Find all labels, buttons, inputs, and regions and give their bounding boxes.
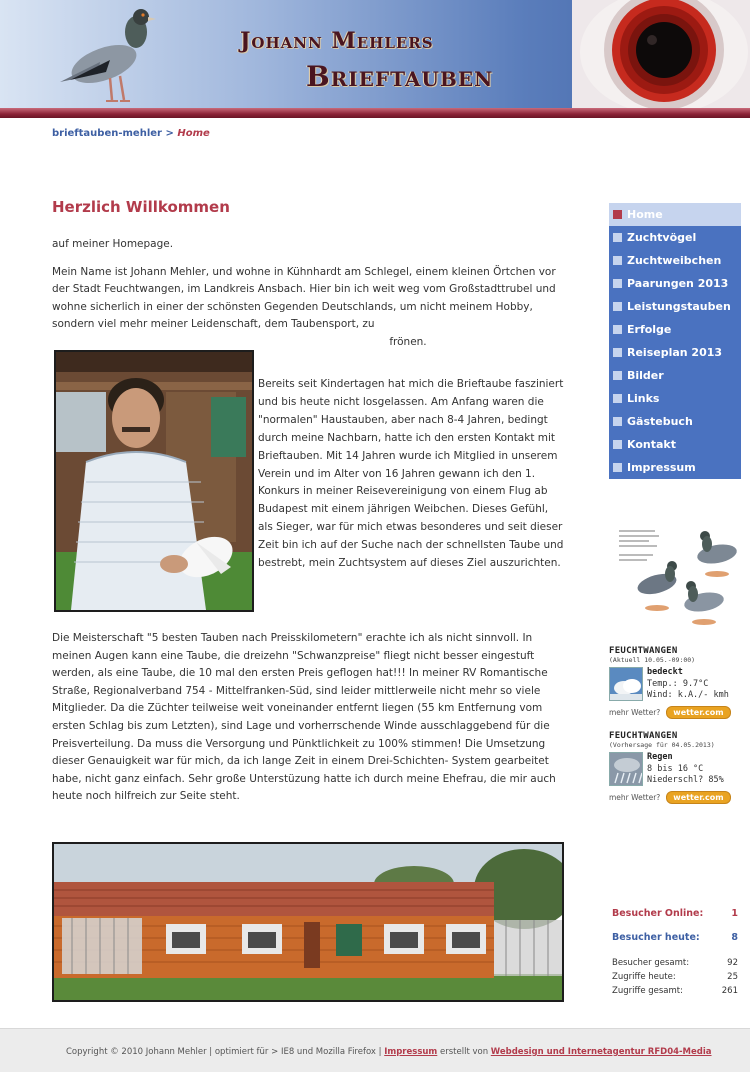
square-bullet-icon <box>613 210 622 219</box>
square-bullet-icon <box>613 256 622 265</box>
weather-timestamp: (Aktuell 10.05.-09:00) <box>609 656 696 664</box>
weather-wind: Wind: k.A./- kmh <box>647 690 729 700</box>
stat-value: 25 <box>727 972 738 982</box>
weather-widget-current <box>609 646 739 719</box>
visitors-today-label: Besucher heute: <box>612 932 700 943</box>
breadcrumb-current: Home <box>177 128 210 139</box>
photo-johann-mehler <box>54 350 254 612</box>
pigeon-eye-image <box>572 0 750 108</box>
main-content <box>52 198 564 803</box>
stat-row <box>612 956 738 970</box>
weather-location: FEUCHTWANGEN <box>609 646 678 656</box>
square-bullet-icon <box>613 371 622 380</box>
weather-temperature-range: 8 bis 16 °C <box>647 763 704 774</box>
sidebar-item-label: Impressum <box>627 461 696 474</box>
wetter-com-button[interactable]: wetter.com <box>666 791 730 804</box>
stat-value: 92 <box>727 958 738 968</box>
square-bullet-icon <box>613 302 622 311</box>
cloudy-weather-icon <box>609 667 643 701</box>
breadcrumb <box>52 128 210 139</box>
intro-text: auf meiner Homepage. <box>52 238 174 250</box>
footer-created-by: erstellt von <box>440 1047 489 1057</box>
footer-copyright: Copyright © 2010 Johann Mehler | optimiert für > IE8 und Mozilla Firefox | <box>66 1047 382 1057</box>
square-bullet-icon <box>613 348 622 357</box>
sidebar-item-label: Reiseplan 2013 <box>627 346 723 359</box>
sidebar-item-leistungstauben[interactable] <box>609 295 741 318</box>
sidebar-item-label: Kontakt <box>627 438 676 451</box>
sidebar-item-label: Paarungen 2013 <box>627 277 729 290</box>
paragraph-2: Bereits seit Kindertagen hat mich die Brieftaube fasziniert und bis heute nicht losgelassen. Am Anfang waren die "normalen" Haustauben, aber nach 8-4 Jahren, bedingt durch meine Nachbarn, hatte ich den ersten Kontakt mit Brieftauben. Mit 14 Jahren wurde ich Mitglied in unserem Verein und im Alter von 16 Jahren gewann ich den 1. Konkurs in meiner Reisevereinigung von einem Flug ab Budapest mit einem jährigen Weibchen. Dieses Gefühl, als Sieger, war für mich etwas besonderes und seit dieser Zeit bin ich auf der Suche nach der schnellsten Taube und bestrebt, mein Zuchtsystem auf dieses Ziel auszurichten. <box>258 378 564 570</box>
square-bullet-icon <box>613 463 622 472</box>
footer-agency-link[interactable]: Webdesign und Internetagentur RFD04-Media <box>490 1047 712 1057</box>
sidebar-item-zuchtvögel[interactable] <box>609 226 741 249</box>
sidebar-item-reiseplan-2013[interactable] <box>609 341 741 364</box>
footer-text <box>66 1047 712 1057</box>
sidebar-item-label: Gästebuch <box>627 415 693 428</box>
header-title-line1: Johann Mehlers <box>240 28 434 54</box>
photo-pigeon-loft <box>52 842 564 1002</box>
square-bullet-icon <box>613 440 622 449</box>
sidebar-item-zuchtweibchen[interactable] <box>609 249 741 272</box>
square-bullet-icon <box>613 233 622 242</box>
footer-impressum-link[interactable]: Impressum <box>384 1047 438 1057</box>
sidebar-item-kontakt[interactable] <box>609 433 741 456</box>
stat-label: Besucher gesamt: <box>612 958 690 968</box>
paragraph-3: Die Meisterschaft "5 besten Tauben nach Preisskilometern" erachte ich als nicht sinnvoll. In meinen Augen kann eine Taube, die dreizehn "Schwanzpreise" fliegt nicht besser eingestuft werden, als eine Taube, die 10 mal den ersten Preis geflogen hat!!! In meiner RV Romantische Straße, Regionalverband 754 - Mittelfranken-Süd, sind leider mittlerweile nicht mehr so viele Mitglieder. Da die Züchter teilweise weit voneinander entfernt liegen (55 km Entfernung vom ersten Schlag bis zum Letzten), sind Lage und vorherrschende Winde ausschlaggebend für die Preisverteilung. Da muss die Versorgung und Pünktlichkeit zu 100% stimmen! Die Umsetzung dieser Genauigkeit war für mich, da ich lange Zeit in einem Drei-Schichten- System gearbeitet habe, nicht ganz einfach. Sehr große Unterstüzung hatte ich durch meine Ehefrau, die mir auch heute noch hilfreich zur Seite steht. <box>52 632 556 803</box>
stat-label: Zugriffe heute: <box>612 972 676 982</box>
sidebar-item-label: Home <box>627 208 663 221</box>
sidebar-item-impressum[interactable] <box>609 456 741 479</box>
stat-row <box>612 970 738 984</box>
more-weather-label: mehr Wetter? <box>609 707 661 717</box>
sidebar-item-links[interactable] <box>609 387 741 410</box>
sidebar-item-label: Links <box>627 392 660 405</box>
sidebar-item-home[interactable] <box>609 203 741 226</box>
visitor-counter <box>612 908 738 998</box>
square-bullet-icon <box>613 394 622 403</box>
weather-forecast-date: (Vorhersage für 04.05.2013) <box>609 741 715 749</box>
visitors-online-value: 1 <box>731 908 738 919</box>
sidebar-nav <box>609 203 741 479</box>
stat-label: Zugriffe gesamt: <box>612 986 683 996</box>
breadcrumb-root-link[interactable]: brieftauben-mehler <box>52 128 162 139</box>
sidebar-item-bilder[interactable] <box>609 364 741 387</box>
sidebar-item-label: Leistungstauben <box>627 300 731 313</box>
sidebar-item-label: Bilder <box>627 369 664 382</box>
square-bullet-icon <box>613 279 622 288</box>
header-title-line2: Brieftauben <box>306 60 494 93</box>
sidebar-item-label: Erfolge <box>627 323 672 336</box>
weather-location: FEUCHTWANGEN <box>609 731 678 741</box>
visitors-today-value: 8 <box>731 932 738 943</box>
sidebar-item-paarungen-2013[interactable] <box>609 272 741 295</box>
header-stripe <box>0 108 750 118</box>
more-weather-label: mehr Wetter? <box>609 792 661 802</box>
stat-row <box>612 984 738 998</box>
paragraph-1-end: frönen. <box>389 335 427 348</box>
pigeon-logo-icon <box>40 2 170 108</box>
pigeons-graphic <box>609 524 749 628</box>
weather-widget-forecast <box>609 731 739 804</box>
rain-weather-icon <box>609 752 643 786</box>
stat-value: 261 <box>721 986 738 996</box>
visitors-online-label: Besucher Online: <box>612 908 704 919</box>
sidebar-item-label: Zuchtvögel <box>627 231 697 244</box>
wetter-com-button[interactable]: wetter.com <box>666 706 730 719</box>
page-title: Herzlich Willkommen <box>52 198 230 216</box>
weather-precipitation: Niederschl? 85% <box>647 775 724 785</box>
site-header <box>0 0 750 118</box>
square-bullet-icon <box>613 325 622 334</box>
breadcrumb-separator: > <box>165 128 174 139</box>
square-bullet-icon <box>613 417 622 426</box>
paragraph-1: Mein Name ist Johann Mehler, und wohne in Kühnhardt am Schlegel, einem kleinen Örtchen vor der Stadt Feuchtwangen, im Landkreis Ansbach. Hier bin ich weit weg vom Großstadttrubel und wohne sicherlich in einer der schönsten Gegenden Deutschlands, um nicht meinem Hobby, sondern viel mehr meiner Leidenschaft, dem Taubensport, zu <box>52 265 556 331</box>
weather-temperature: Temp.: 9.7°C <box>647 678 709 689</box>
sidebar-item-erfolge[interactable] <box>609 318 741 341</box>
weather-condition: bedeckt <box>647 667 683 677</box>
site-footer <box>0 1028 750 1072</box>
sidebar-item-label: Zuchtweibchen <box>627 254 722 267</box>
weather-condition: Regen <box>647 752 673 762</box>
sidebar-item-gästebuch[interactable] <box>609 410 741 433</box>
